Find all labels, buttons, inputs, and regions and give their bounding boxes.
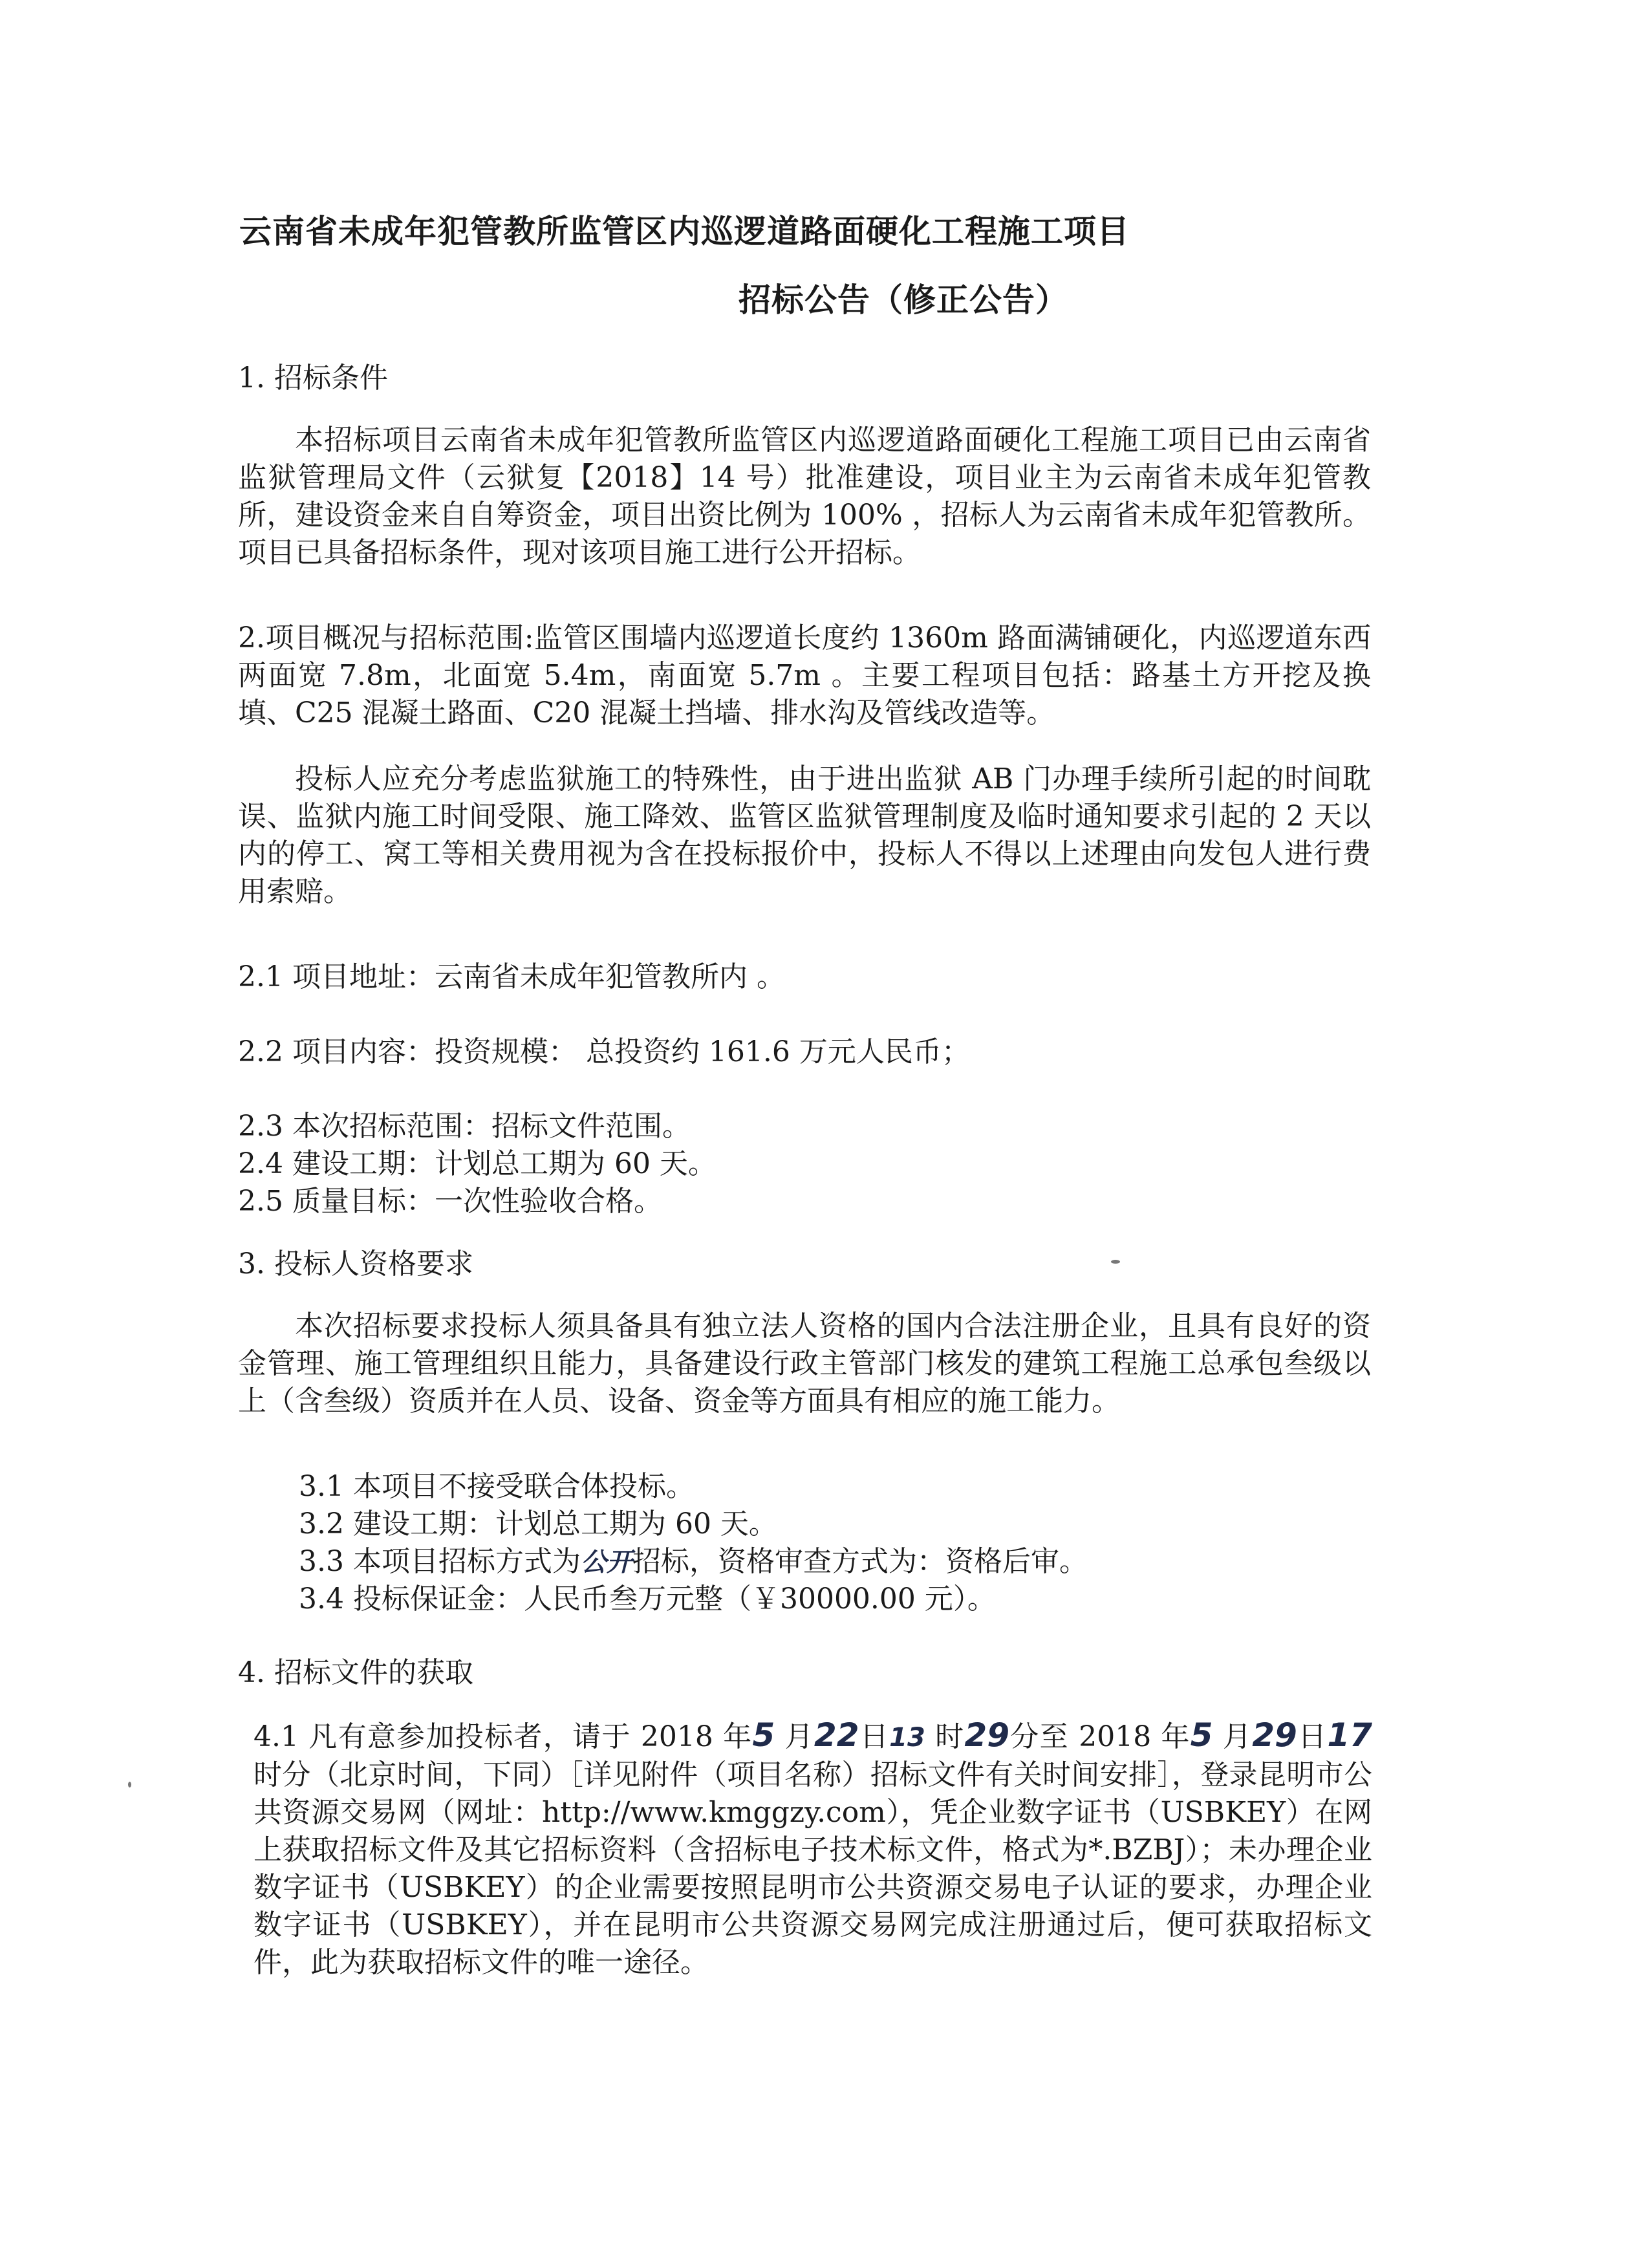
item-2-3: 2.3 本次招标范围：招标文件范围。 xyxy=(238,1110,691,1143)
section-3-heading: 3. 投标人资格要求 xyxy=(238,1247,473,1280)
handwritten-start-month: 5 xyxy=(752,1716,775,1754)
item-3-3-prefix: 3.3 本项目招标方式为 xyxy=(299,1545,581,1578)
item-2-5: 2.5 质量目标：一次性验收合格。 xyxy=(238,1185,662,1218)
s4-1-part-1: 4.1 凡有意参加投标者，请于 2018 年 xyxy=(253,1720,753,1753)
item-3-1: 3.1 本项目不接受联合体投标。 xyxy=(299,1470,695,1503)
s4-1-part-6: 月 xyxy=(1212,1720,1253,1753)
handwritten-start-minute: 29 xyxy=(964,1716,1009,1754)
handwritten-end-month: 5 xyxy=(1190,1716,1213,1754)
handwritten-end-day: 29 xyxy=(1252,1716,1297,1754)
section-4-1-paragraph xyxy=(253,1716,1372,1982)
handwritten-start-day: 22 xyxy=(814,1716,859,1754)
s4-1-part-5: 分至 2018 年 xyxy=(1009,1720,1191,1753)
s4-1-rest: 分（北京时间，下同）［详见附件（项目名称）招标文件有关时间安排］，登录昆明市公共资源交易网（网址：http://www.kmggzy.com），凭企业数字证书（USBKEY）在网上获取招标文件及其它招标资料（含招标电子技术标文件，格式为*.BZBJ）；未办理企业数字证书（USBKEY）的企业需要按照昆明市公共资源交易电子认证的要求，办理企业数字证书（USBKEY），并在昆明市公共资源交易网完成注册通过后，便可获取招标文件，此为获取招标文件的唯一途径。 xyxy=(253,1758,1372,1979)
item-3-2: 3.2 建设工期：计划总工期为 60 天。 xyxy=(299,1507,777,1540)
section-2-paragraph: 2.项目概况与招标范围:监管区围墙内巡逻道长度约 1360m 路面满铺硬化，内巡逻道东西两面宽 7.8m，北面宽 5.4m，南面宽 5.7m 。主要工程项目包括：路基土方开挖及换填、C25 混凝土路面、C20 混凝土挡墙、排水沟及管线改造等。 xyxy=(238,621,1371,729)
s4-1-part-4: 时 xyxy=(925,1720,965,1753)
section-1-heading: 1. 招标条件 xyxy=(238,362,388,394)
s4-1-part-3: 日 xyxy=(859,1720,890,1753)
item-2-2: 2.2 项目内容：投资规模： 总投资约 161.6 万元人民币； xyxy=(238,1035,970,1068)
section-2-note: 投标人应充分考虑监狱施工的特殊性，由于进出监狱 AB 门办理手续所引起的时间耽误、监狱内施工时间受限、施工降效、监管区监狱管理制度及临时通知要求引起的 2 天以内的停工、窝工等相关费用视为含在投标报价中，投标人不得以上述理由向发包人进行费用索赔。 xyxy=(238,762,1371,908)
section-4-heading: 4. 招标文件的获取 xyxy=(238,1656,473,1689)
scan-speck xyxy=(128,1782,131,1787)
item-3-3-suffix: 招标，资格审查方式为：资格后审。 xyxy=(632,1545,1088,1578)
scan-speck xyxy=(1111,1260,1120,1264)
handwritten-start-hour: 13 xyxy=(889,1723,925,1753)
page-subtitle: 招标公告（修正公告） xyxy=(738,281,1068,319)
handwritten-end-hour: 17 xyxy=(1327,1716,1373,1754)
s4-1-part-2: 月 xyxy=(775,1720,814,1753)
handwritten-bid-method: 公开 xyxy=(580,1548,632,1577)
section-1-paragraph: 本招标项目云南省未成年犯管教所监管区内巡逻道路面硬化工程施工项目已由云南省监狱管理局文件（云狱复【2018】14 号）批准建设，项目业主为云南省未成年犯管教所，建设资金来自自筹资金，项目出资比例为 100% ，招标人为云南省未成年犯管教所。项目已具备招标条件，现对该项目施工进行公开招标。 xyxy=(238,424,1371,569)
item-2-4: 2.4 建设工期：计划总工期为 60 天。 xyxy=(238,1147,717,1180)
section-3-paragraph: 本次招标要求投标人须具备具有独立法人资格的国内合法注册企业，且具有良好的资金管理、施工管理组织且能力，具备建设行政主管部门核发的建筑工程施工总承包叁级以上（含叁级）资质并在人员、设备、资金等方面具有相应的施工能力。 xyxy=(238,1310,1371,1418)
item-2-1: 2.1 项目地址：云南省未成年犯管教所内 。 xyxy=(238,960,785,993)
s4-1-part-7: 日 xyxy=(1297,1720,1328,1753)
s4-1-part-8: 时 xyxy=(253,1758,283,1791)
item-3-4: 3.4 投标保证金：人民币叁万元整（￥30000.00 元）。 xyxy=(299,1582,996,1615)
page-title: 云南省未成年犯管教所监管区内巡逻道路面硬化工程施工项目 xyxy=(239,213,1130,250)
item-3-3 xyxy=(299,1538,1088,1579)
